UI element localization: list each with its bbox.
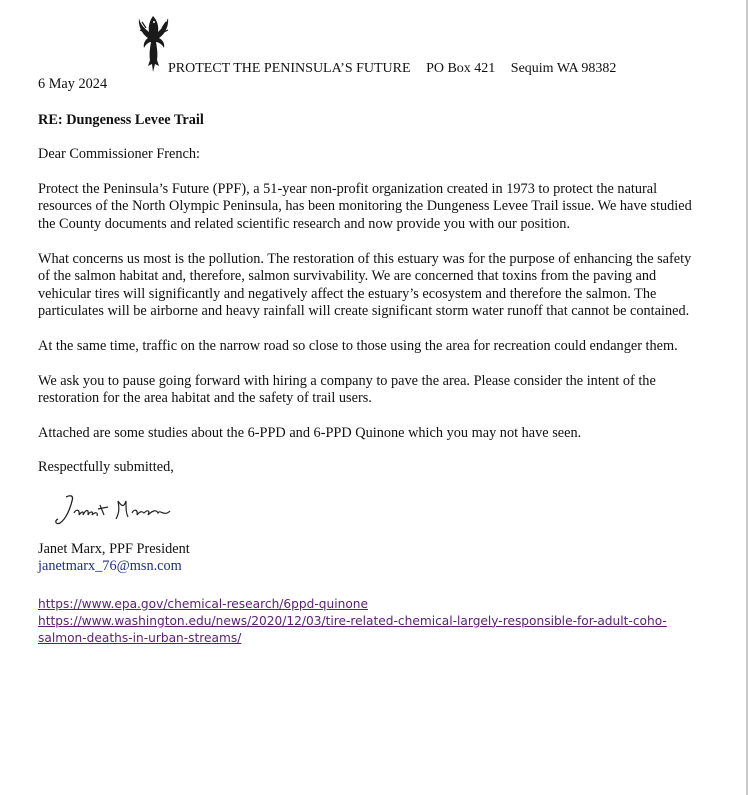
handwritten-signature	[52, 491, 182, 529]
signer-name: Janet Marx, PPF President	[38, 540, 190, 557]
po-box: PO Box 421	[426, 61, 496, 76]
salutation: Dear Commissioner French:	[38, 146, 200, 163]
city-address: Sequim WA 98382	[510, 61, 617, 76]
paragraph-attachments: Attached are some studies about the 6-PPD and 6-PPD Quinone which you may not have seen.	[38, 424, 582, 441]
paragraph-pollution: What concerns us most is the pollution. The restoration of this estuary was for the purpose of enhancing the safety of the salmon habitat and, therefore, salmon survivability. We are concerned that toxins from the paving and vehicular tires will significantly and negatively affect the estuary’s ecosystem and therefore the salmon. The particulates will be airborne and heavy rainfall will create significant storm water runoff that cannot be contained.	[38, 250, 692, 320]
paragraph-request: We ask you to pause going forward with hiring a company to pave the area. Please consider the intent of the restoration for the area habitat and the safety of trail users.	[38, 372, 656, 407]
closing: Respectfully submitted,	[38, 459, 174, 476]
paragraph-traffic: At the same time, traffic on the narrow road so close to those using the area for recreation could endanger them.	[38, 337, 678, 354]
reference-links	[38, 596, 706, 647]
org-name: PROTECT THE PENINSULA’S FUTURE	[168, 61, 411, 76]
letterhead-text	[168, 61, 628, 77]
eagle-logo-icon	[136, 14, 170, 76]
link-epa[interactable]: https://www.epa.gov/chemical-research/6ppd-quinone	[38, 596, 369, 611]
link-washington[interactable]: https://www.washington.edu/news/2020/12/03/tire-related-chemical-largely-responsible-for-adult-coho-salmon-deaths-in-urban-streams/	[38, 613, 667, 645]
letterhead	[136, 14, 656, 76]
signer-email[interactable]: janetmarx_76@msn.com	[38, 558, 182, 575]
paragraph-intro: Protect the Peninsula’s Future (PPF), a 51-year non-profit organization created in 1973 to protect the natural resources of the North Olympic Peninsula, has been monitoring the Dungeness Levee Trail issue. We have studied the County documents and related scientific research and now provide you with our position.	[38, 180, 692, 232]
letter-body	[38, 76, 706, 647]
letter-date: 6 May 2024	[38, 76, 108, 92]
subject-line: RE: Dungeness Levee Trail	[38, 111, 204, 128]
